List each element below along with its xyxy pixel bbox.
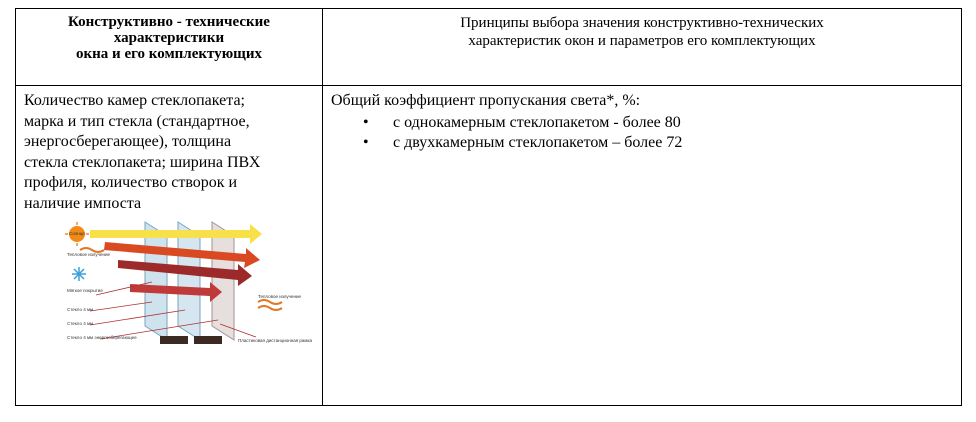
double-glazing-diagram [60, 222, 313, 360]
list-item-text: с однокамерным стеклопакетом - более 80 [393, 113, 681, 131]
header-cell-principles [323, 9, 962, 86]
header-left-line: окна и его комплектующих [76, 46, 262, 62]
characteristics-line: марка и тип стекла (стандартное, [24, 112, 250, 130]
glass-pane-3 [212, 222, 234, 340]
light-transmission-intro: Общий коэффициент пропускания света*, %: [331, 92, 641, 109]
header-right-line: характеристик окон и параметров его комплектующих [468, 33, 816, 49]
diagram-label-sun: Солнце [69, 231, 85, 236]
header-cell-characteristics [16, 9, 323, 86]
header-left-line: характеристики [113, 30, 225, 46]
characteristics-cell [16, 86, 323, 406]
characteristics-line: стекла стеклопакета; ширина ПВХ [24, 153, 261, 171]
spec-table [15, 8, 962, 406]
diagram-label: Мягкое покрытие [67, 288, 103, 293]
header-right-line: Принципы выбора значения конструктивно-технических [460, 15, 824, 31]
glass-pane-2 [178, 222, 200, 340]
bullet-icon: • [363, 134, 369, 151]
transmission-list [331, 113, 955, 154]
diagram-label: Стекло 4 мм энергосберегающее [67, 335, 137, 340]
characteristics-line: профиля, количество створок и [24, 174, 238, 191]
heat-wave-icon [258, 300, 282, 310]
list-item [331, 113, 955, 134]
content-row [16, 86, 962, 406]
light-arrow [90, 224, 262, 244]
diagram-label: Стекло 4 мм [67, 307, 94, 312]
header-left-line: Конструктивно - технические [68, 14, 270, 30]
heat-arrow [130, 282, 222, 302]
glass-pane-1 [145, 222, 167, 340]
characteristics-line: Количество камер стеклопакета; [24, 92, 245, 109]
diagram-label: Пластиковая дистанционная рамка [238, 338, 313, 343]
spacer-frame [160, 336, 188, 344]
header-row [16, 9, 962, 86]
characteristics-line: энергосберегающее), толщина [24, 133, 232, 150]
list-item [331, 133, 955, 154]
characteristics-line: наличие импоста [24, 194, 142, 212]
bullet-icon: • [363, 113, 369, 131]
principles-cell [323, 86, 962, 406]
diagram-label: Стекло 4 мм [67, 321, 94, 326]
diagram-label: Тепловое излучение [258, 294, 301, 299]
list-item-text: с двухкамерным стеклопакетом – более 72 [393, 134, 683, 151]
snowflake-icon [72, 267, 86, 281]
diagram-label: Тепловое излучение [67, 252, 110, 257]
spacer-frame [194, 336, 222, 344]
